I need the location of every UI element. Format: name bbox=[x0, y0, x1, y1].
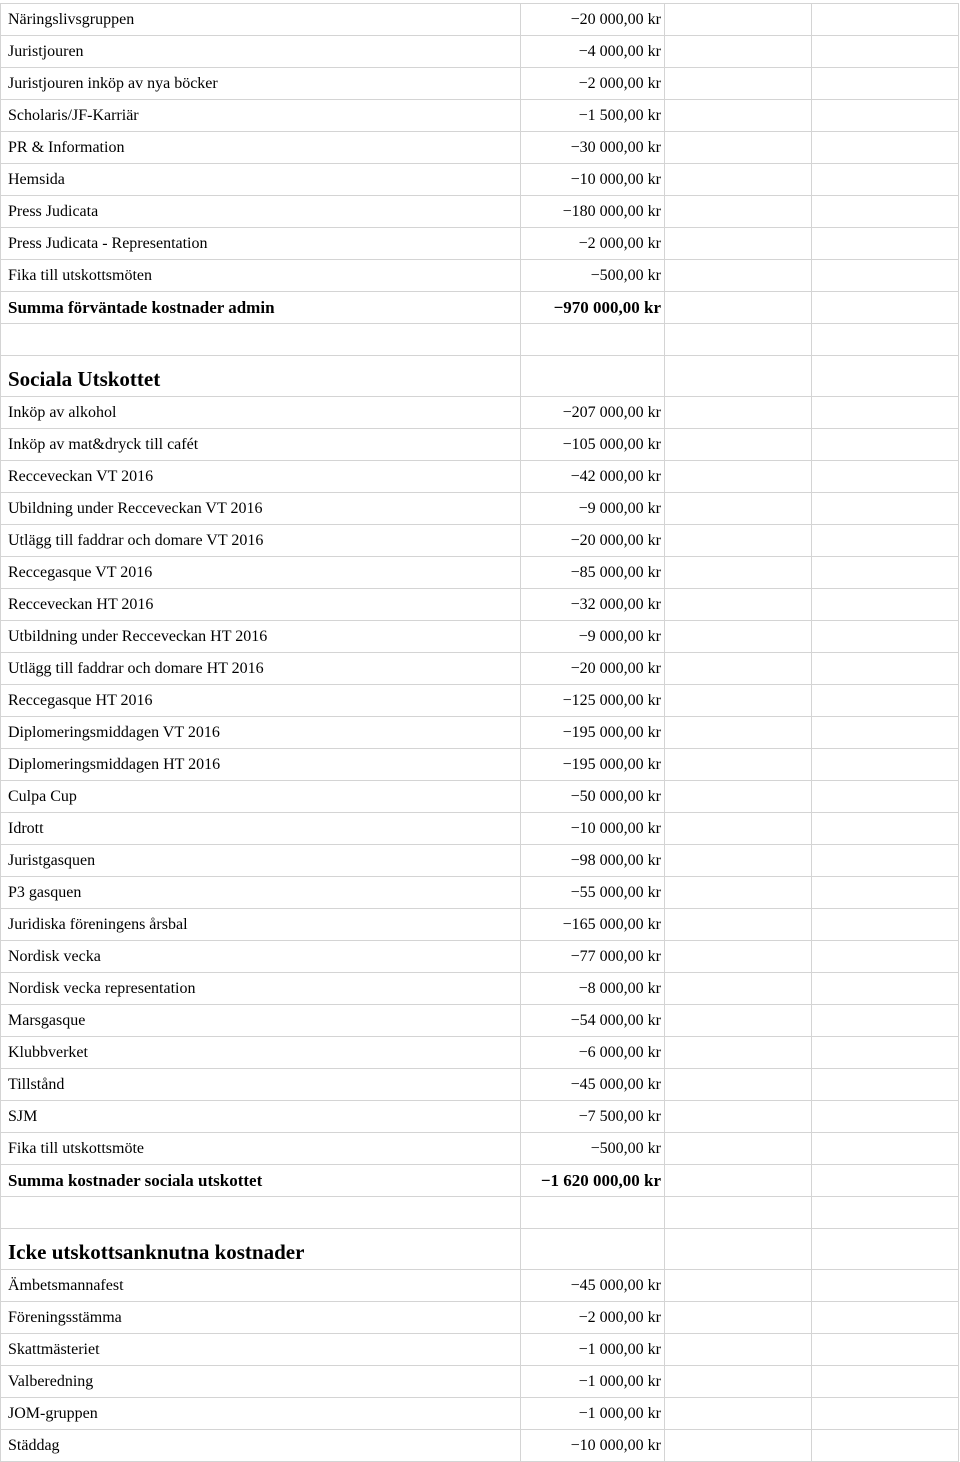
item-label[interactable]: Skattmästeriet bbox=[1, 1334, 521, 1366]
table-row bbox=[1, 1069, 959, 1101]
table-row bbox=[1, 749, 959, 781]
empty-cell[interactable] bbox=[665, 845, 812, 877]
table-row bbox=[1, 397, 959, 429]
empty-cell[interactable] bbox=[665, 1069, 812, 1101]
budget-table-body bbox=[1, 4, 959, 1462]
item-label[interactable]: Städdag bbox=[1, 1430, 521, 1462]
empty-cell[interactable] bbox=[665, 1366, 812, 1398]
empty-cell[interactable] bbox=[665, 68, 812, 100]
empty-cell[interactable] bbox=[665, 461, 812, 493]
budget-table bbox=[0, 3, 959, 1462]
empty-cell[interactable] bbox=[665, 1229, 812, 1270]
item-label[interactable]: Näringslivsgruppen bbox=[1, 4, 521, 36]
table-row bbox=[1, 228, 959, 260]
total-label[interactable]: Summa förväntade kostnader admin bbox=[1, 292, 521, 324]
item-label[interactable]: Valberedning bbox=[1, 1366, 521, 1398]
item-amount[interactable]: −55 000,00 kr bbox=[521, 877, 665, 909]
empty-cell[interactable] bbox=[665, 164, 812, 196]
empty-cell[interactable] bbox=[812, 1069, 959, 1101]
empty-cell[interactable] bbox=[665, 973, 812, 1005]
table-row bbox=[1, 1334, 959, 1366]
empty-cell[interactable] bbox=[665, 685, 812, 717]
table-row bbox=[1, 557, 959, 589]
empty-cell[interactable] bbox=[665, 429, 812, 461]
empty-cell[interactable] bbox=[665, 1037, 812, 1069]
table-row bbox=[1, 909, 959, 941]
item-amount[interactable]: −8 000,00 kr bbox=[521, 973, 665, 1005]
item-label[interactable]: Inköp av alkohol bbox=[1, 397, 521, 429]
empty-cell[interactable] bbox=[812, 653, 959, 685]
item-amount[interactable]: −45 000,00 kr bbox=[521, 1270, 665, 1302]
empty-cell[interactable] bbox=[521, 356, 665, 397]
item-label[interactable]: Utbildning under Recceveckan HT 2016 bbox=[1, 621, 521, 653]
item-amount[interactable]: −2 000,00 kr bbox=[521, 1302, 665, 1334]
item-amount[interactable]: −2 000,00 kr bbox=[521, 68, 665, 100]
item-amount[interactable]: −98 000,00 kr bbox=[521, 845, 665, 877]
empty-cell[interactable] bbox=[812, 909, 959, 941]
table-row bbox=[1, 1005, 959, 1037]
table-row bbox=[1, 100, 959, 132]
empty-cell[interactable] bbox=[812, 324, 959, 356]
empty-cell[interactable] bbox=[665, 589, 812, 621]
empty-cell[interactable] bbox=[812, 164, 959, 196]
item-label[interactable]: Scholaris/JF-Karriär bbox=[1, 100, 521, 132]
table-row bbox=[1, 1430, 959, 1462]
item-label[interactable]: Juristgasquen bbox=[1, 845, 521, 877]
empty-cell[interactable] bbox=[812, 813, 959, 845]
empty-cell[interactable] bbox=[665, 1430, 812, 1462]
table-row bbox=[1, 877, 959, 909]
empty-cell[interactable] bbox=[812, 461, 959, 493]
empty-cell[interactable] bbox=[812, 1302, 959, 1334]
table-row bbox=[1, 653, 959, 685]
empty-cell[interactable] bbox=[665, 1334, 812, 1366]
item-label[interactable]: Utlägg till faddrar och domare VT 2016 bbox=[1, 525, 521, 557]
empty-cell[interactable] bbox=[665, 941, 812, 973]
empty-cell[interactable] bbox=[812, 1270, 959, 1302]
table-row bbox=[1, 1270, 959, 1302]
empty-cell[interactable] bbox=[812, 4, 959, 36]
item-amount[interactable]: −180 000,00 kr bbox=[521, 196, 665, 228]
empty-cell[interactable] bbox=[812, 196, 959, 228]
item-label[interactable]: Juristjouren inköp av nya böcker bbox=[1, 68, 521, 100]
total-label[interactable]: Summa kostnader sociala utskottet bbox=[1, 1165, 521, 1197]
section-heading[interactable]: Icke utskottsanknutna kostnader bbox=[1, 1229, 521, 1270]
item-label[interactable]: Föreningsstämma bbox=[1, 1302, 521, 1334]
empty-cell[interactable] bbox=[521, 1229, 665, 1270]
table-row bbox=[1, 36, 959, 68]
empty-cell[interactable] bbox=[665, 260, 812, 292]
table-row bbox=[1, 781, 959, 813]
table-row bbox=[1, 1133, 959, 1165]
empty-cell[interactable] bbox=[665, 749, 812, 781]
empty-cell[interactable] bbox=[665, 813, 812, 845]
item-label[interactable]: Utlägg till faddrar och domare HT 2016 bbox=[1, 653, 521, 685]
item-label[interactable]: Juristjouren bbox=[1, 36, 521, 68]
item-amount[interactable]: −85 000,00 kr bbox=[521, 557, 665, 589]
item-amount[interactable]: −500,00 kr bbox=[521, 1133, 665, 1165]
item-label[interactable]: Recceveckan HT 2016 bbox=[1, 589, 521, 621]
empty-cell[interactable] bbox=[812, 429, 959, 461]
item-amount[interactable]: −77 000,00 kr bbox=[521, 941, 665, 973]
item-amount[interactable]: −165 000,00 kr bbox=[521, 909, 665, 941]
table-row bbox=[1, 525, 959, 557]
empty-cell[interactable] bbox=[665, 877, 812, 909]
item-amount[interactable]: −45 000,00 kr bbox=[521, 1069, 665, 1101]
item-amount[interactable]: −54 000,00 kr bbox=[521, 1005, 665, 1037]
empty-cell[interactable] bbox=[665, 781, 812, 813]
empty-cell[interactable] bbox=[665, 717, 812, 749]
item-amount[interactable]: −4 000,00 kr bbox=[521, 36, 665, 68]
empty-cell[interactable] bbox=[812, 1366, 959, 1398]
item-label[interactable]: Tillstånd bbox=[1, 1069, 521, 1101]
table-row bbox=[1, 68, 959, 100]
item-label[interactable]: Diplomeringsmiddagen VT 2016 bbox=[1, 717, 521, 749]
item-label[interactable]: Culpa Cup bbox=[1, 781, 521, 813]
empty-cell[interactable] bbox=[665, 1302, 812, 1334]
item-label[interactable]: Klubbverket bbox=[1, 1037, 521, 1069]
table-row bbox=[1, 461, 959, 493]
empty-cell[interactable] bbox=[812, 493, 959, 525]
empty-cell[interactable] bbox=[665, 228, 812, 260]
spacer-row bbox=[1, 1197, 959, 1229]
empty-cell[interactable] bbox=[665, 196, 812, 228]
empty-cell[interactable] bbox=[1, 324, 521, 356]
empty-cell[interactable] bbox=[812, 1197, 959, 1229]
empty-cell[interactable] bbox=[665, 1165, 812, 1197]
item-amount[interactable]: −7 500,00 kr bbox=[521, 1101, 665, 1133]
item-label[interactable]: Reccegasque HT 2016 bbox=[1, 685, 521, 717]
empty-cell[interactable] bbox=[812, 877, 959, 909]
item-amount[interactable]: −207 000,00 kr bbox=[521, 397, 665, 429]
item-amount[interactable]: −10 000,00 kr bbox=[521, 1430, 665, 1462]
item-label[interactable]: Press Judicata bbox=[1, 196, 521, 228]
empty-cell[interactable] bbox=[812, 356, 959, 397]
table-row bbox=[1, 621, 959, 653]
item-label[interactable]: Ämbetsmannafest bbox=[1, 1270, 521, 1302]
empty-cell[interactable] bbox=[665, 4, 812, 36]
item-amount[interactable]: −50 000,00 kr bbox=[521, 781, 665, 813]
table-row bbox=[1, 260, 959, 292]
empty-cell[interactable] bbox=[812, 292, 959, 324]
table-row bbox=[1, 685, 959, 717]
table-row bbox=[1, 4, 959, 36]
item-amount[interactable]: −195 000,00 kr bbox=[521, 717, 665, 749]
table-row bbox=[1, 1366, 959, 1398]
empty-cell[interactable] bbox=[665, 653, 812, 685]
item-amount[interactable]: −10 000,00 kr bbox=[521, 164, 665, 196]
item-label[interactable]: Juridiska föreningens årsbal bbox=[1, 909, 521, 941]
item-label[interactable]: Ubildning under Recceveckan VT 2016 bbox=[1, 493, 521, 525]
empty-cell[interactable] bbox=[812, 589, 959, 621]
total-row bbox=[1, 1165, 959, 1197]
table-row bbox=[1, 429, 959, 461]
item-label[interactable]: Marsgasque bbox=[1, 1005, 521, 1037]
empty-cell[interactable] bbox=[665, 356, 812, 397]
section-heading[interactable]: Sociala Utskottet bbox=[1, 356, 521, 397]
item-label[interactable]: Fika till utskottsmöte bbox=[1, 1133, 521, 1165]
item-amount[interactable]: −32 000,00 kr bbox=[521, 589, 665, 621]
empty-cell[interactable] bbox=[521, 1197, 665, 1229]
item-label[interactable]: Fika till utskottsmöten bbox=[1, 260, 521, 292]
empty-cell[interactable] bbox=[521, 324, 665, 356]
table-row bbox=[1, 1101, 959, 1133]
item-amount[interactable]: −2 000,00 kr bbox=[521, 228, 665, 260]
empty-cell[interactable] bbox=[812, 260, 959, 292]
empty-cell[interactable] bbox=[665, 493, 812, 525]
spacer-row bbox=[1, 324, 959, 356]
empty-cell[interactable] bbox=[812, 1334, 959, 1366]
item-label[interactable]: Nordisk vecka representation bbox=[1, 973, 521, 1005]
item-label[interactable]: Diplomeringsmiddagen HT 2016 bbox=[1, 749, 521, 781]
empty-cell[interactable] bbox=[665, 1270, 812, 1302]
empty-cell[interactable] bbox=[812, 525, 959, 557]
empty-cell[interactable] bbox=[665, 1005, 812, 1037]
empty-cell[interactable] bbox=[812, 1133, 959, 1165]
table-row bbox=[1, 845, 959, 877]
empty-cell[interactable] bbox=[812, 1037, 959, 1069]
empty-cell[interactable] bbox=[665, 1101, 812, 1133]
empty-cell[interactable] bbox=[665, 1398, 812, 1430]
item-label[interactable]: P3 gasquen bbox=[1, 877, 521, 909]
item-amount[interactable]: −9 000,00 kr bbox=[521, 493, 665, 525]
empty-cell[interactable] bbox=[812, 845, 959, 877]
empty-cell[interactable] bbox=[812, 132, 959, 164]
item-amount[interactable]: −6 000,00 kr bbox=[521, 1037, 665, 1069]
table-row bbox=[1, 1398, 959, 1430]
table-row bbox=[1, 941, 959, 973]
empty-cell[interactable] bbox=[1, 1197, 521, 1229]
empty-cell[interactable] bbox=[812, 1101, 959, 1133]
empty-cell[interactable] bbox=[665, 1133, 812, 1165]
item-amount[interactable]: −500,00 kr bbox=[521, 260, 665, 292]
table-row bbox=[1, 589, 959, 621]
empty-cell[interactable] bbox=[665, 324, 812, 356]
item-amount[interactable]: −42 000,00 kr bbox=[521, 461, 665, 493]
item-amount[interactable]: −20 000,00 kr bbox=[521, 4, 665, 36]
empty-cell[interactable] bbox=[665, 36, 812, 68]
empty-cell[interactable] bbox=[812, 941, 959, 973]
item-label[interactable]: Reccegasque VT 2016 bbox=[1, 557, 521, 589]
item-amount[interactable]: −20 000,00 kr bbox=[521, 525, 665, 557]
table-row bbox=[1, 1302, 959, 1334]
item-amount[interactable]: −105 000,00 kr bbox=[521, 429, 665, 461]
table-row bbox=[1, 493, 959, 525]
empty-cell[interactable] bbox=[812, 228, 959, 260]
empty-cell[interactable] bbox=[812, 749, 959, 781]
item-label[interactable]: Nordisk vecka bbox=[1, 941, 521, 973]
empty-cell[interactable] bbox=[812, 397, 959, 429]
empty-cell[interactable] bbox=[812, 1398, 959, 1430]
item-amount[interactable]: −1 500,00 kr bbox=[521, 100, 665, 132]
empty-cell[interactable] bbox=[665, 132, 812, 164]
empty-cell[interactable] bbox=[665, 621, 812, 653]
empty-cell[interactable] bbox=[812, 621, 959, 653]
item-label[interactable]: Inköp av mat&dryck till cafét bbox=[1, 429, 521, 461]
empty-cell[interactable] bbox=[812, 557, 959, 589]
table-row bbox=[1, 973, 959, 1005]
item-amount[interactable]: −30 000,00 kr bbox=[521, 132, 665, 164]
item-amount[interactable]: −20 000,00 kr bbox=[521, 653, 665, 685]
total-amount[interactable]: −970 000,00 kr bbox=[521, 292, 665, 324]
empty-cell[interactable] bbox=[812, 100, 959, 132]
item-amount[interactable]: −10 000,00 kr bbox=[521, 813, 665, 845]
empty-cell[interactable] bbox=[812, 685, 959, 717]
empty-cell[interactable] bbox=[812, 1229, 959, 1270]
item-label[interactable]: Press Judicata - Representation bbox=[1, 228, 521, 260]
item-label[interactable]: Recceveckan VT 2016 bbox=[1, 461, 521, 493]
item-amount[interactable]: −125 000,00 kr bbox=[521, 685, 665, 717]
section-heading-row bbox=[1, 356, 959, 397]
item-amount[interactable]: −1 000,00 kr bbox=[521, 1398, 665, 1430]
item-label[interactable]: PR & Information bbox=[1, 132, 521, 164]
item-label[interactable]: JOM-gruppen bbox=[1, 1398, 521, 1430]
empty-cell[interactable] bbox=[665, 557, 812, 589]
table-row bbox=[1, 1037, 959, 1069]
empty-cell[interactable] bbox=[665, 397, 812, 429]
empty-cell[interactable] bbox=[812, 1165, 959, 1197]
empty-cell[interactable] bbox=[665, 292, 812, 324]
table-row bbox=[1, 813, 959, 845]
empty-cell[interactable] bbox=[812, 973, 959, 1005]
empty-cell[interactable] bbox=[665, 525, 812, 557]
empty-cell[interactable] bbox=[665, 100, 812, 132]
item-amount[interactable]: −1 000,00 kr bbox=[521, 1366, 665, 1398]
total-row bbox=[1, 292, 959, 324]
item-amount[interactable]: −9 000,00 kr bbox=[521, 621, 665, 653]
total-amount[interactable]: −1 620 000,00 kr bbox=[521, 1165, 665, 1197]
item-label[interactable]: SJM bbox=[1, 1101, 521, 1133]
empty-cell[interactable] bbox=[665, 1197, 812, 1229]
empty-cell[interactable] bbox=[812, 781, 959, 813]
empty-cell[interactable] bbox=[812, 717, 959, 749]
table-row bbox=[1, 132, 959, 164]
empty-cell[interactable] bbox=[812, 36, 959, 68]
section-heading-row bbox=[1, 1229, 959, 1270]
empty-cell[interactable] bbox=[665, 909, 812, 941]
item-label[interactable]: Idrott bbox=[1, 813, 521, 845]
empty-cell[interactable] bbox=[812, 68, 959, 100]
table-row bbox=[1, 164, 959, 196]
item-amount[interactable]: −1 000,00 kr bbox=[521, 1334, 665, 1366]
table-row bbox=[1, 717, 959, 749]
item-amount[interactable]: −195 000,00 kr bbox=[521, 749, 665, 781]
empty-cell[interactable] bbox=[812, 1005, 959, 1037]
empty-cell[interactable] bbox=[812, 1430, 959, 1462]
table-row bbox=[1, 196, 959, 228]
item-label[interactable]: Hemsida bbox=[1, 164, 521, 196]
